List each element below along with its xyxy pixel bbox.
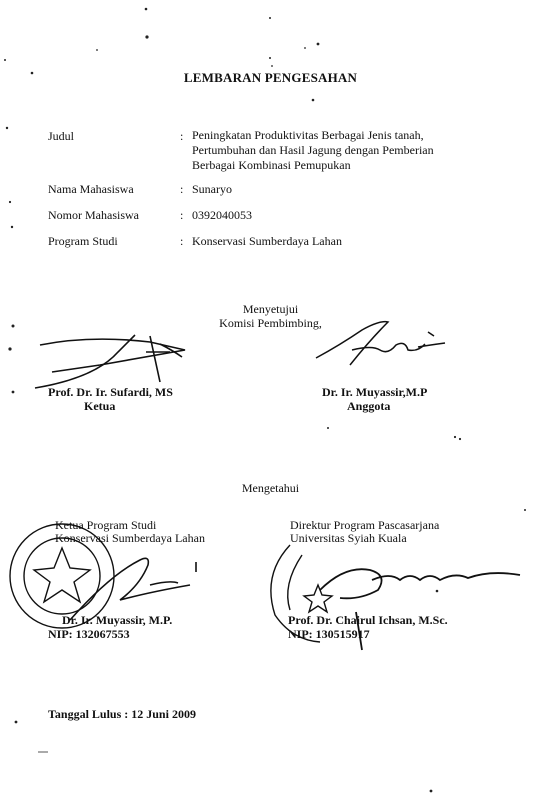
label-judul: Judul <box>48 129 75 143</box>
ack-right-nip: NIP: 130515917 <box>288 627 370 641</box>
colon: : <box>180 208 184 222</box>
label-program-studi: Program Studi <box>48 234 118 248</box>
approval-heading: Menyetujui <box>242 302 299 316</box>
ack-left-line1: Ketua Program Studi <box>55 518 157 532</box>
ack-left-name: Dr. Ir. Muyassir, M.P. <box>62 613 173 627</box>
value-judul-line-2: Pertumbuhan dan Hasil Jagung dengan Pemberian <box>192 143 434 157</box>
ack-right-name: Prof. Dr. Chairul Ichsan, M.Sc. <box>288 613 448 627</box>
value-program-studi: Konservasi Sumberdaya Lahan <box>192 234 342 248</box>
page-title: LEMBARAN PENGESAHAN <box>183 70 358 85</box>
colon: : <box>180 129 184 143</box>
signer-left-name: Prof. Dr. Ir. Sufardi, MS <box>48 385 173 399</box>
graduation-date: Tanggal Lulus : 12 Juni 2009 <box>48 707 196 721</box>
ack-left-nip: NIP: 132067553 <box>48 627 130 641</box>
colon: : <box>180 182 184 196</box>
label-nomor-mahasiswa: Nomor Mahasiswa <box>48 208 139 222</box>
value-nama-mahasiswa: Sunaryo <box>192 182 232 196</box>
label-nama-mahasiswa: Nama Mahasiswa <box>48 182 134 196</box>
signer-right-name: Dr. Ir. Muyassir,M.P <box>322 385 428 399</box>
acknowledgement-heading: Mengetahui <box>241 481 300 495</box>
ack-left-line2: Konservasi Sumberdaya Lahan <box>55 531 205 545</box>
signer-left-role: Ketua <box>84 399 116 413</box>
value-nomor-mahasiswa: 0392040053 <box>192 208 252 222</box>
ack-right-line2: Universitas Syiah Kuala <box>290 531 407 545</box>
approval-subheading: Komisi Pembimbing, <box>219 316 322 330</box>
value-judul-line-1: Peningkatan Produktivitas Berbagai Jenis tanah, <box>192 128 424 142</box>
value-judul-line-3: Berbagai Kombinasi Pemupukan <box>192 158 351 172</box>
colon: : <box>180 234 184 248</box>
signer-right-role: Anggota <box>347 399 391 413</box>
value-judul <box>192 128 434 173</box>
ack-right-line1: Direktur Program Pascasarjana <box>290 518 440 532</box>
signature-sufardi <box>35 335 185 388</box>
signature-ketua-prodi <box>70 558 196 620</box>
